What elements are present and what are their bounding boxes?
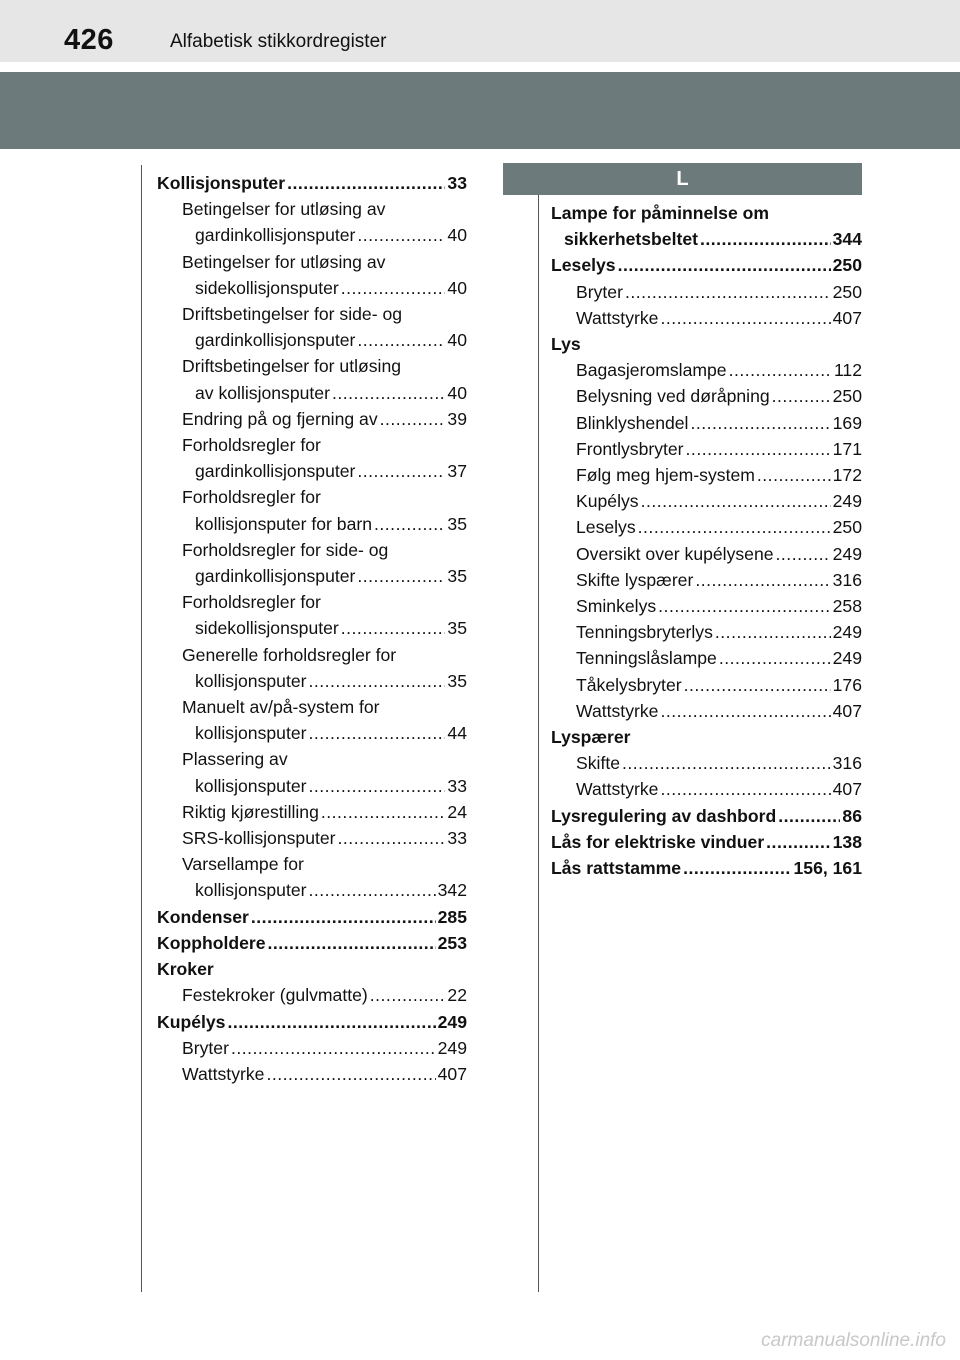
index-term: Bagasjeromslampe	[576, 360, 727, 381]
index-term: Lås for elektriske vinduer	[551, 831, 765, 852]
dot-leader	[287, 170, 445, 196]
dot-leader	[231, 1035, 436, 1061]
index-entry	[157, 982, 467, 1008]
index-entry	[157, 222, 467, 248]
index-term: Driftsbetingelser for utløsing	[182, 356, 402, 377]
dot-leader	[715, 619, 831, 645]
dot-leader	[660, 698, 830, 724]
index-term: Lys	[551, 334, 581, 355]
index-term: Lyspærer	[551, 727, 631, 748]
index-term: SRS-kollisjonsputer	[182, 828, 336, 849]
index-term: sidekollisjonsputer	[195, 618, 339, 639]
page-reference: 316	[832, 753, 862, 774]
dot-leader	[766, 829, 830, 855]
dot-leader	[374, 511, 445, 537]
index-term: Endring på og fjerning av	[182, 408, 378, 429]
index-entry	[157, 851, 467, 877]
index-entry	[551, 803, 862, 829]
index-entry	[551, 593, 862, 619]
index-entry	[551, 226, 862, 252]
page-reference: 33	[447, 828, 467, 849]
dot-leader	[660, 305, 830, 331]
index-term: Betingelser for utløsing av	[182, 199, 386, 220]
index-term: Lysregulering av dashbord	[551, 805, 777, 826]
index-term: Kroker	[157, 959, 214, 980]
dot-leader	[638, 514, 831, 540]
page-reference: 249	[437, 1011, 467, 1032]
index-term: sikkerhetsbeltet	[564, 229, 698, 250]
dot-leader	[658, 593, 830, 619]
dot-leader	[778, 803, 840, 829]
dot-leader	[622, 750, 831, 776]
index-term: Belysning ved døråpning	[576, 386, 770, 407]
index-entry	[157, 406, 467, 432]
index-term: Wattstyrke	[576, 700, 659, 721]
index-term: Bryter	[576, 281, 623, 302]
dot-leader	[695, 567, 830, 593]
index-term: Tenningslåslampe	[576, 648, 717, 669]
index-entry	[157, 799, 467, 825]
index-term: Forholdsregler for	[182, 435, 321, 456]
index-term: Wattstyrke	[576, 307, 659, 328]
page-reference: 39	[447, 408, 467, 429]
dot-leader	[757, 462, 831, 488]
index-entry	[157, 668, 467, 694]
index-entry	[551, 855, 862, 881]
index-term: Forholdsregler for side- og	[182, 539, 389, 560]
index-entry	[551, 279, 862, 305]
page-reference: 112	[833, 360, 862, 381]
index-entry	[551, 672, 862, 698]
dot-leader	[357, 222, 445, 248]
index-entry	[157, 694, 467, 720]
index-entry	[551, 645, 862, 671]
dot-leader	[341, 275, 446, 301]
index-entry	[551, 200, 862, 226]
index-entry	[157, 458, 467, 484]
index-entry	[157, 642, 467, 668]
index-term: gardinkollisjonsputer	[195, 225, 356, 246]
index-term: Leselys	[576, 517, 636, 538]
index-entry	[157, 537, 467, 563]
index-term: Manuelt av/på-system for	[182, 697, 380, 718]
dot-leader	[370, 982, 446, 1008]
page-reference: 249	[832, 622, 862, 643]
index-entry	[157, 301, 467, 327]
page-reference: 35	[447, 566, 467, 587]
index-term: Lampe for påminnelse om	[551, 203, 770, 223]
dot-leader	[357, 563, 445, 589]
page-reference: 249	[832, 648, 862, 669]
left-column-rule	[141, 165, 142, 1292]
index-term: Riktig kjørestilling	[182, 801, 319, 822]
index-term: gardinkollisjonsputer	[195, 330, 356, 351]
index-entry	[157, 353, 467, 379]
index-entry	[551, 252, 862, 278]
middle-column-rule	[538, 165, 539, 1292]
dot-leader	[227, 1009, 435, 1035]
index-entry	[157, 615, 467, 641]
header-band	[0, 72, 960, 149]
index-entry	[157, 275, 467, 301]
dot-leader	[729, 357, 832, 383]
dot-leader	[308, 773, 445, 799]
index-entry	[551, 357, 862, 383]
index-entry	[157, 1061, 467, 1087]
index-term: kollisjonsputer	[195, 723, 307, 744]
page-reference: 250	[832, 255, 862, 276]
index-term: av kollisjonsputer	[195, 382, 330, 403]
index-term: Følg meg hjem-system	[576, 465, 755, 486]
index-term: Blinklyshendel	[576, 412, 689, 433]
dot-leader	[266, 1061, 435, 1087]
page-reference: 40	[447, 225, 467, 246]
index-entry	[157, 773, 467, 799]
index-term: Festekroker (gulvmatte)	[182, 985, 368, 1006]
index-entry	[157, 746, 467, 772]
index-term: kollisjonsputer	[195, 880, 307, 901]
index-entry	[551, 331, 862, 357]
page-reference: 342	[437, 880, 467, 901]
index-entry	[551, 567, 862, 593]
index-entry	[157, 432, 467, 458]
index-entry	[551, 724, 862, 750]
page-reference: 250	[832, 386, 862, 407]
index-entry	[551, 383, 862, 409]
dot-leader	[338, 825, 446, 851]
index-entry	[157, 589, 467, 615]
index-entry	[157, 327, 467, 353]
dot-leader	[641, 488, 831, 514]
index-term: Wattstyrke	[576, 779, 659, 800]
index-term: gardinkollisjonsputer	[195, 566, 356, 587]
index-entry	[157, 956, 467, 982]
index-entry	[157, 877, 467, 903]
index-entry	[551, 541, 862, 567]
index-term: Varsellampe for	[182, 854, 304, 875]
page-reference: 407	[832, 700, 862, 721]
page-reference: 24	[447, 801, 467, 822]
index-entry	[551, 750, 862, 776]
index-entry	[157, 196, 467, 222]
index-entry	[157, 1009, 467, 1035]
dot-leader	[690, 410, 830, 436]
index-term: Plassering av	[182, 749, 288, 770]
dot-leader	[625, 279, 831, 305]
index-term: Forholdsregler for	[182, 592, 321, 613]
page-reference: 407	[832, 307, 862, 328]
dot-leader	[321, 799, 446, 825]
page-reference: 44	[447, 723, 467, 744]
page-reference: 40	[447, 330, 467, 351]
index-term: Sminkelys	[576, 596, 657, 617]
index-term: Forholdsregler for	[182, 487, 321, 508]
index-entry	[551, 488, 862, 514]
dot-leader	[772, 383, 831, 409]
dot-leader	[684, 672, 831, 698]
dot-leader	[380, 406, 446, 432]
index-entry	[551, 776, 862, 802]
index-term: Wattstyrke	[182, 1063, 265, 1084]
index-entry	[157, 511, 467, 537]
index-entry	[551, 305, 862, 331]
page-reference: 171	[832, 438, 862, 459]
index-term: sidekollisjonsputer	[195, 277, 339, 298]
page-reference: 253	[437, 932, 467, 953]
page-reference: 35	[447, 513, 467, 534]
index-entry	[157, 563, 467, 589]
dot-leader	[700, 226, 831, 252]
dot-leader	[660, 776, 830, 802]
dot-leader	[357, 327, 445, 353]
watermark: carmanualsonline.info	[761, 1330, 946, 1351]
page-reference: 37	[447, 461, 467, 482]
index-term: Skifte lyspærer	[576, 569, 694, 590]
index-entry	[157, 484, 467, 510]
index-term: Betingelser for utløsing av	[182, 251, 386, 272]
dot-leader	[332, 380, 445, 406]
page-reference: 249	[832, 543, 862, 564]
page-reference: 33	[447, 173, 467, 193]
index-term: Skifte	[576, 753, 621, 774]
index-entry	[157, 380, 467, 406]
page-reference: 316	[832, 569, 862, 590]
index-term: Tåkelysbryter	[576, 674, 682, 695]
index-term: gardinkollisjonsputer	[195, 461, 356, 482]
index-entry	[157, 825, 467, 851]
dot-leader	[268, 930, 436, 956]
page-reference: 285	[437, 906, 467, 927]
dot-leader	[308, 668, 445, 694]
index-entry	[157, 249, 467, 275]
page-reference: 169	[832, 412, 862, 433]
index-entry	[551, 619, 862, 645]
page-title: Alfabetisk stikkordregister	[170, 31, 387, 52]
index-entry	[157, 1035, 467, 1061]
page-reference: 176	[832, 674, 862, 695]
index-entry	[157, 720, 467, 746]
index-term: Kupélys	[576, 491, 639, 512]
page-reference: 258	[832, 596, 862, 617]
index-entry	[551, 410, 862, 436]
page-reference: 249	[832, 491, 862, 512]
index-entry	[157, 904, 467, 930]
index-entry	[157, 930, 467, 956]
index-term: kollisjonsputer	[195, 670, 307, 691]
letter-heading: L	[503, 163, 862, 195]
dot-leader	[618, 252, 831, 278]
index-term: Kondenser	[157, 906, 249, 927]
index-entry	[551, 462, 862, 488]
page-reference: 40	[447, 382, 467, 403]
page-reference: 250	[832, 281, 862, 302]
index-term: Kupélys	[157, 1011, 226, 1032]
page-reference: 172	[832, 465, 862, 486]
dot-leader	[683, 855, 791, 881]
page-reference: 138	[832, 831, 862, 852]
dot-leader	[357, 458, 445, 484]
page-reference: 35	[447, 618, 467, 639]
index-entry	[157, 170, 467, 196]
dot-leader	[776, 541, 831, 567]
dot-leader	[341, 615, 446, 641]
index-term: Leselys	[551, 255, 616, 276]
index-column-left	[157, 170, 467, 1087]
page-reference: 344	[832, 229, 862, 250]
dot-leader	[308, 720, 445, 746]
index-term: Oversikt over kupélysene	[576, 543, 774, 564]
page-reference: 40	[447, 277, 467, 298]
index-term: Lås rattstamme	[551, 858, 682, 879]
dot-leader	[308, 877, 435, 903]
dot-leader	[251, 904, 436, 930]
page-reference: 250	[832, 517, 862, 538]
index-term: Frontlysbryter	[576, 438, 684, 459]
index-entry	[551, 436, 862, 462]
index-term: Bryter	[182, 1037, 229, 1058]
page-reference: 407	[832, 779, 862, 800]
page-header	[0, 0, 960, 62]
page-reference: 249	[437, 1037, 467, 1058]
index-entry	[551, 698, 862, 724]
page-reference: 33	[447, 775, 467, 796]
index-entry	[551, 829, 862, 855]
index-entry	[551, 514, 862, 540]
index-column-right	[551, 200, 862, 881]
page-number: 426	[64, 24, 114, 56]
dot-leader	[686, 436, 831, 462]
page-reference: 86	[842, 805, 862, 826]
dot-leader	[719, 645, 831, 671]
index-term: Driftsbetingelser for side- og	[182, 304, 403, 325]
index-term: Koppholdere	[157, 932, 266, 953]
page-reference: 22	[447, 985, 467, 1006]
index-term: Kollisjonsputer	[157, 173, 286, 193]
page-reference: 35	[447, 670, 467, 691]
index-term: kollisjonsputer	[195, 775, 307, 796]
page-reference: 407	[437, 1063, 467, 1084]
index-term: Generelle forholdsregler for	[182, 644, 397, 665]
page-reference: 156, 161	[793, 858, 862, 879]
index-term: kollisjonsputer for barn	[195, 513, 373, 534]
index-term: Tenningsbryterlys	[576, 622, 713, 643]
